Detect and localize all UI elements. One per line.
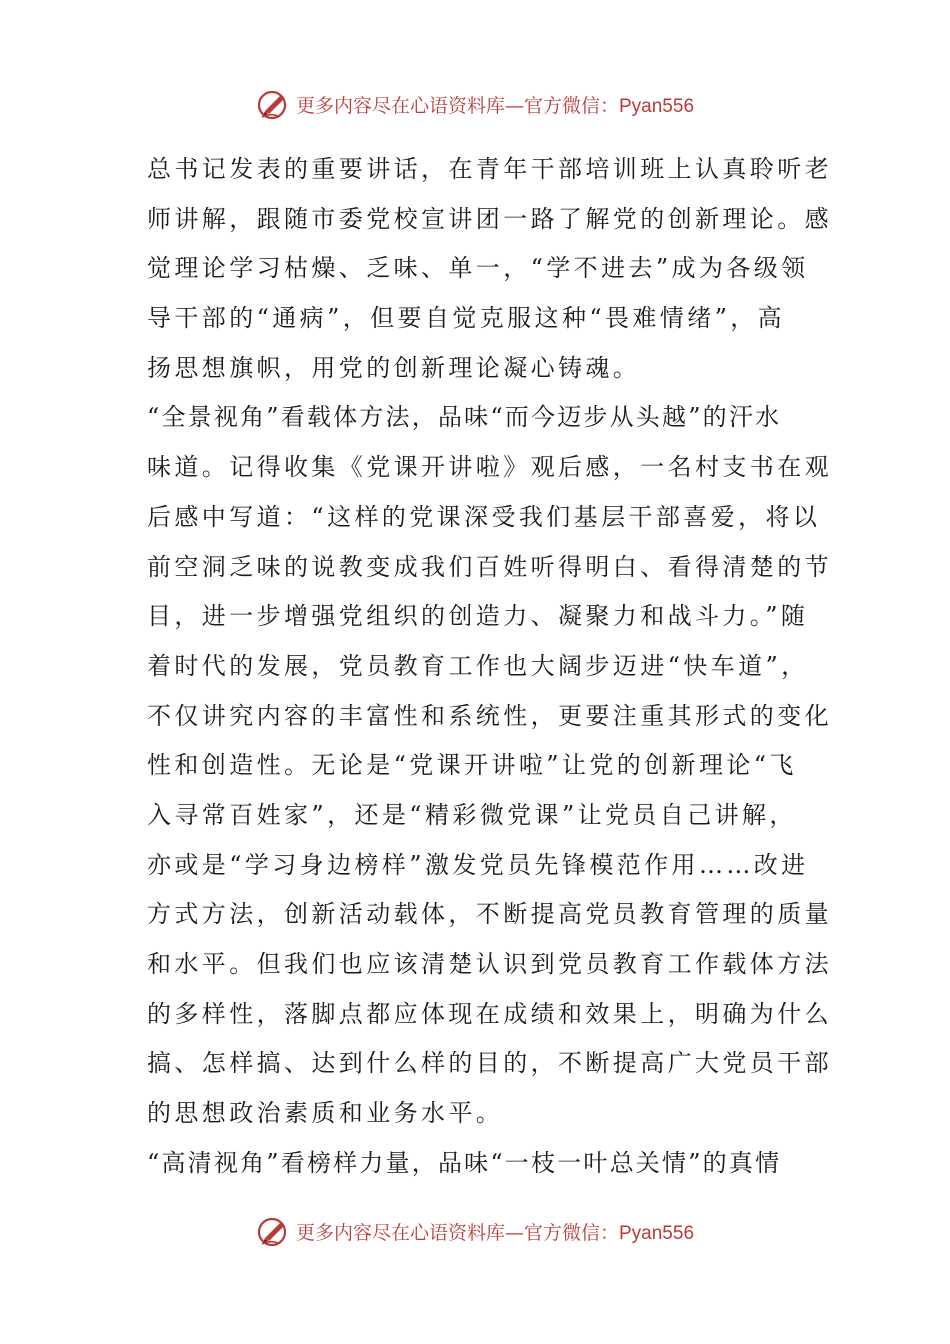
- banner-dash: —: [504, 94, 524, 117]
- banner-site-name: 更多内容尽在心语资料库: [295, 1221, 505, 1244]
- footer-banner-content: [256, 1214, 694, 1248]
- body-line: “全景视角”看载体方法，品味“而今迈步从头越”的汗水: [147, 403, 782, 432]
- body-line: 和水平。但我们也应该清楚认识到党员教育工作载体方法: [147, 950, 832, 978]
- body-line: 目，进一步增强党组织的创造力、凝聚力和战斗力。”随: [147, 602, 809, 631]
- body-line: 不仅讲究内容的丰富性和系统性，更要注重其形式的变化: [147, 701, 832, 730]
- body-line: 师讲解，跟随市委党校宣讲团一路了解党的创新理论。感: [147, 204, 832, 233]
- banner-text: [296, 1218, 694, 1245]
- body-line: 性和创造性。无论是“党课开讲啦”让党的创新理论“飞: [147, 751, 797, 780]
- header-banner: [0, 84, 950, 124]
- banner-wechat-label: 官方微信：: [523, 1221, 619, 1244]
- body-line: 搞、怎样搞、达到什么样的目的，不断提高广大党员干部: [147, 1049, 832, 1078]
- body-line: 的思想政治素质和业务水平。: [147, 1099, 504, 1128]
- banner-text: [296, 91, 694, 118]
- body-line: 总书记发表的重要讲话，在青年干部培训班上认真聆听老: [147, 155, 832, 183]
- body-line: “高清视角”看榜样力量，品味“一枝一叶总关情”的真情: [147, 1148, 782, 1177]
- body-line: 前空洞乏味的说教变成我们百姓听得明白、看得清楚的节: [147, 552, 832, 581]
- body-line: 的多样性，落脚点都应体现在成绩和效果上，明确为什么: [147, 999, 832, 1028]
- body-line: 亦或是“学习身边榜样”激发党员先锋模范作用……改进: [147, 850, 809, 879]
- banner-site-name: 更多内容尽在心语资料库: [295, 94, 505, 117]
- banner-wechat-id: Pyan556: [619, 95, 695, 117]
- footer-banner: [0, 1211, 950, 1251]
- banner-wechat-id: Pyan556: [619, 1222, 695, 1244]
- header-banner-content: [256, 87, 694, 121]
- body-line: 入寻常百姓家”，还是“精彩微党课”让党员自己讲解，: [147, 800, 797, 829]
- pen-circle-logo-icon: [256, 1214, 290, 1248]
- body-line: 味道。记得收集《党课开讲啦》观后感，一名村支书在观: [147, 453, 832, 482]
- body-line: 着时代的发展，党员教育工作也大阔步迈进“快车道”，: [147, 651, 809, 680]
- document-body: [147, 145, 832, 1188]
- body-line: 觉理论学习枯燥、乏味、单一，“学不进去”成为各级领: [147, 254, 809, 283]
- banner-wechat-label: 官方微信：: [523, 94, 619, 117]
- body-line: 后感中写道：“这样的党课深受我们基层干部喜爱，将以: [147, 502, 821, 531]
- body-line: 方式方法，创新活动载体，不断提高党员教育管理的质量: [147, 900, 832, 929]
- banner-dash: —: [504, 1221, 524, 1244]
- body-line: 导干部的“通病”，但要自觉克服这种“畏难情绪”，高: [147, 304, 786, 333]
- pen-circle-logo-icon: [256, 87, 290, 121]
- body-line: 扬思想旗帜，用党的创新理论凝心铸魂。: [147, 353, 641, 382]
